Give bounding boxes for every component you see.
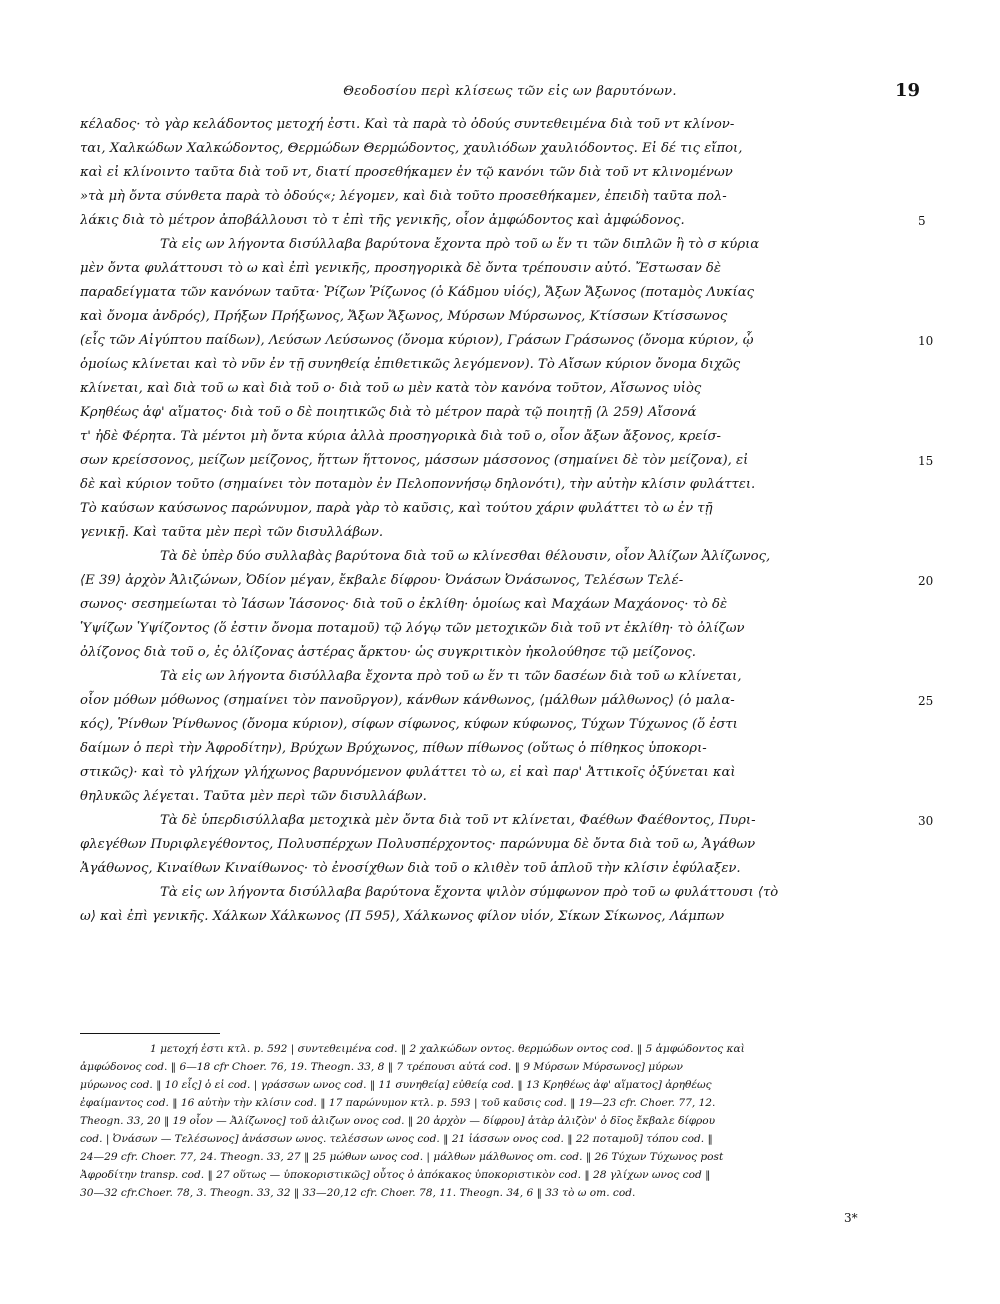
text-line: ⟨Ε 39⟩ ἀρχὸν Ἀλιζώνων, Ὀδίον μέγαν, ἔκβαλε δίφρου· Ὀνάσων Ὀνάσωνος, Τελέσων Τελέ- <box>80 573 684 588</box>
text-line: παραδείγματα τῶν κανόνων ταῦτα· Ῥίζων Ῥίζωνος (ὁ Κάδμου υἱός), Ἄξων Ἄξωνος (ποταμὸς Λυκίας <box>80 285 754 300</box>
apparatus-line: cod. | Ὀνάσων — Τελέσωνος] ἀνάσσων ωνος. τελέσσων ωνος cod. ‖ 21 ἰάσσων ονος cod. ‖ 22 ποταμοῦ] τόπου cod. ‖ <box>80 1133 713 1145</box>
text-line: ὀλίζονος διὰ τοῦ ο, ἐς ὀλίζονας ἀστέρας ἄρκτου· ὡς συγκριτικὸν ἠκολούθησε τῷ μείζονος. <box>80 645 696 660</box>
text-line: σωνος· σεσημείωται τὸ Ἰάσων Ἰάσονος· διὰ τοῦ ο ἐκλίθη· ὁμοίως καὶ Μαχάων Μαχάονος· τὸ δὲ <box>80 597 728 612</box>
text-line: μὲν ὄντα φυλάττουσι τὸ ω καὶ ἐπὶ γενικῆς, προσηγορικὰ δὲ ὄντα τρέπουσιν αὐτό. Ἔστωσαν δὲ <box>80 261 721 276</box>
apparatus-line: μύρωνος cod. ‖ 10 εἷς] ὁ εἰ cod. | γράσσων ωνος cod. ‖ 11 συνηθείᾳ] εὐθείᾳ cod. ‖ 13 Κρηθέως ἀφ' αἵματος] ἀρηθέως <box>80 1079 712 1091</box>
apparatus-line: ἀμφώδονος cod. ‖ 6—18 cfr Choer. 76, 19. Theogn. 33, 8 ‖ 7 τρέπουσι αὐτά cod. ‖ 9 Μύρσων Μύρσωνος] μύρων <box>80 1061 683 1073</box>
text-line: Τὰ δὲ ὑπὲρ δύο συλλαβὰς βαρύτονα διὰ τοῦ ω κλίνεσθαι θέλουσιν, οἷον Ἀλίζων Ἀλίζωνος, <box>160 549 771 564</box>
text-line: Τὰ εἰς ων λήγοντα δισύλλαβα ἔχοντα πρὸ τοῦ ω ἕν τι τῶν δασέων διὰ τοῦ ω κλίνεται, <box>160 669 742 684</box>
text-line: σων κρείσσονος, μείζων μείζονος, ἥττων ἥττονος, μάσσων μάσσονος (σημαίνει δὲ τὸν μείζονα), εἰ <box>80 453 749 468</box>
line-number: 20 <box>918 574 934 588</box>
text-line: (εἷς τῶν Αἰγύπτου παίδων), Λεύσων Λεύσωνος (ὄνομα κύριον), Γράσων Γράσωνος (ὄνομα κύριον, ᾧ <box>80 333 754 348</box>
apparatus-line: Ἀφροδίτην transp. cod. ‖ 27 οὕτως — ὑποκοριστικῶς] οὗτος ὁ ἀπόκακος ὑποκοριστικὸν cod. ‖ 28 γλίχων ωνος cod ‖ <box>80 1169 711 1181</box>
text-line: θηλυκῶς λέγεται. Ταῦτα μὲν περὶ τῶν δισυλλάβων. <box>80 789 427 804</box>
line-number: 15 <box>918 454 934 468</box>
line-number: 10 <box>918 334 934 348</box>
apparatus-line: ἐφαίμαντος cod. ‖ 16 αὐτὴν τὴν κλίσιν cod. ‖ 17 παρώνυμον κτλ. p. 593 | τοῦ καῦσις cod. ‖ 19—23 cfr. Choer. 77, 12. <box>80 1097 716 1109</box>
line-number: 30 <box>918 814 934 828</box>
text-line: στικῶς)· καὶ τὸ γλήχων γλήχωνος βαρυνόμενον φυλάττει τὸ ω, εἰ καὶ παρ' Ἀττικοῖς ὀξύνεται καὶ <box>80 765 736 780</box>
page-number: 19 <box>895 80 921 101</box>
text-line: φλεγέθων Πυριφλεγέθοντος, Πολυσπέρχων Πολυσπέρχοντος· παρώνυμα δὲ ὄντα διὰ τοῦ ω, Ἀγάθων <box>80 837 756 852</box>
text-line: Τὸ καύσων καύσωνος παρώνυμον, παρὰ γὰρ τὸ καῦσις, καὶ τούτου χάριν φυλάττει τὸ ω ἐν τῇ <box>80 501 713 516</box>
apparatus-line: Theogn. 33, 20 ‖ 19 οἷον — Ἀλίζωνος] τοῦ ἀλιζων ονος cod. ‖ 20 ἀρχὸν — δίφρου] ἀτὰρ ἀλιζὸν' ὁ δῖος ἔκβαλε δίφρου <box>80 1115 716 1127</box>
apparatus-line: 24—29 cfr. Choer. 77, 24. Theogn. 33, 27 ‖ 25 μώθων ωνος cod. | μάλθων μάλθωνος om. cod. ‖ 26 Τύχων Τύχωνος post <box>80 1151 724 1163</box>
text-line: »τὰ μὴ ὄντα σύνθετα παρὰ τὸ ὀδούς«; λέγομεν, καὶ διὰ τοῦτο προσεθήκαμεν, ἐπειδὴ ταῦτα πολ- <box>80 189 727 204</box>
text-line: κλίνεται, καὶ διὰ τοῦ ω καὶ διὰ τοῦ ο· διὰ τοῦ ω μὲν κατὰ τὸν κανόνα τοῦτον, Αἴσωνος υἱὸς <box>80 381 702 396</box>
text-line: καὶ εἰ κλίνοιντο ταῦτα διὰ τοῦ ντ, διατί προσεθήκαμεν ἐν τῷ κανόνι τῶν διὰ τοῦ ντ κλινομένων <box>80 165 733 180</box>
line-number: 5 <box>918 214 926 228</box>
text-line: ται, Χαλκώδων Χαλκώδοντος, Θερμώδων Θερμώδοντος, χαυλιόδων χαυλιόδοντος. Εἰ δέ τις εἴποι, <box>80 141 743 156</box>
text-line: Τὰ εἰς ων λήγοντα δισύλλαβα βαρύτονα ἔχοντα ψιλὸν σύμφωνον πρὸ τοῦ ω φυλάττουσι ⟨τὸ <box>160 885 779 900</box>
text-line: Κρηθέως ἀφ' αἵματος· διὰ τοῦ ο δὲ ποιητικῶς διὰ τὸ μέτρον παρὰ τῷ ποιητῇ ⟨λ 259⟩ Αἴσονά <box>80 405 697 420</box>
footnote-rule <box>80 1033 220 1034</box>
text-line: ω⟩ καὶ ἐπὶ γενικῆς. Χάλκων Χάλκωνος ⟨Π 595⟩, Χάλκωνος φίλον υἱόν, Σίκων Σίκωνος, Λάμπων <box>80 909 725 924</box>
running-head: Θεοδοσίου περὶ κλίσεως τῶν εἰς ων βαρυτόνων. <box>343 84 677 99</box>
line-number: 25 <box>918 694 934 708</box>
signature-mark: 3* <box>844 1211 858 1225</box>
apparatus-line: 1 μετοχή ἐστι κτλ. p. 592 | συντεθειμένα cod. ‖ 2 χαλκώδων οντος. θερμώδων οντος cod. ‖ 5 ἀμφώδοντος καὶ <box>150 1043 745 1055</box>
text-line: κέλαδος· τὸ γὰρ κελάδοντος μετοχή ἐστι. Καὶ τὰ παρὰ τὸ ὀδούς συντεθειμένα διὰ τοῦ ντ κλίνον- <box>80 117 735 132</box>
text-line: λάκις διὰ τὸ μέτρον ἀποβάλλουσι τὸ τ ἐπὶ τῆς γενικῆς, οἷον ἀμφώδοντος καὶ ἀμφώδονος. <box>80 213 685 228</box>
text-line: οἷον μόθων μόθωνος (σημαίνει τὸν πανοῦργον), κάνθων κάνθωνος, ⟨μάλθων μάλθωνος⟩ (ὁ μαλα- <box>80 693 735 708</box>
apparatus-line: 30—32 cfr.Choer. 78, 3. Theogn. 33, 32 ‖ 33—20,12 cfr. Choer. 78, 11. Theogn. 34, 6 ‖ 33 τὸ ω om. cod. <box>80 1187 636 1199</box>
text-line: κός), Ῥίνθων Ῥίνθωνος (ὄνομα κύριον), σίφων σίφωνος, κύφων κύφωνος, Τύχων Τύχωνος (ὅ ἐστι <box>80 717 738 732</box>
text-line: δαίμων ὁ περὶ τὴν Ἀφροδίτην), Βρύχων Βρύχωνος, πίθων πίθωνος (οὕτως ὁ πίθηκος ὑποκορι- <box>80 741 707 756</box>
text-line: Τὰ εἰς ων λήγοντα δισύλλαβα βαρύτονα ἔχοντα πρὸ τοῦ ω ἕν τι τῶν διπλῶν ἢ τὸ σ κύρια <box>160 237 760 252</box>
text-line: Ἀγάθωνος, Κιναίθων Κιναίθωνος· τὸ ἐνοσίχθων διὰ τοῦ ο κλιθὲν τοῦ ἁπλοῦ τὴν κλίσιν ἐφύλαξεν. <box>80 861 741 876</box>
text-line: Τὰ δὲ ὑπερδισύλλαβα μετοχικὰ μὲν ὄντα διὰ τοῦ ντ κλίνεται, Φαέθων Φαέθοντος, Πυρι- <box>160 813 756 828</box>
text-line: Ὑψίζων Ὑψίζοντος (ὅ ἐστιν ὄνομα ποταμοῦ) τῷ λόγῳ τῶν μετοχικῶν διὰ τοῦ ντ ἐκλίθη· τὸ ὀλίζων <box>80 621 745 636</box>
text-line: δὲ καὶ κύριον τοῦτο (σημαίνει τὸν ποταμὸν ἐν Πελοποννήσῳ δηλονότι), τὴν αὐτὴν κλίσιν φυλάττει. <box>80 477 756 492</box>
text-line: καὶ ὄνομα ἀνδρός), Πρήξων Πρήξωνος, Ἄξων Ἄξωνος, Μύρσων Μύρσωνος, Κτίσσων Κτίσσωνος <box>80 309 728 324</box>
text-line: γενικῇ. Καὶ ταῦτα μὲν περὶ τῶν δισυλλάβων. <box>80 525 384 540</box>
text-line: ὁμοίως κλίνεται καὶ τὸ νῦν ἐν τῇ συνηθείᾳ ἐπιθετικῶς λεγόμενον). Τὸ Αἴσων κύριον ὄνομα διχῶς <box>80 357 741 372</box>
text-line: τ' ἠδὲ Φέρητα. Τὰ μέντοι μὴ ὄντα κύρια ἀλλὰ προσηγορικὰ διὰ τοῦ ο, οἷον ἄξων ἄξονος, κρείσ- <box>80 429 721 444</box>
